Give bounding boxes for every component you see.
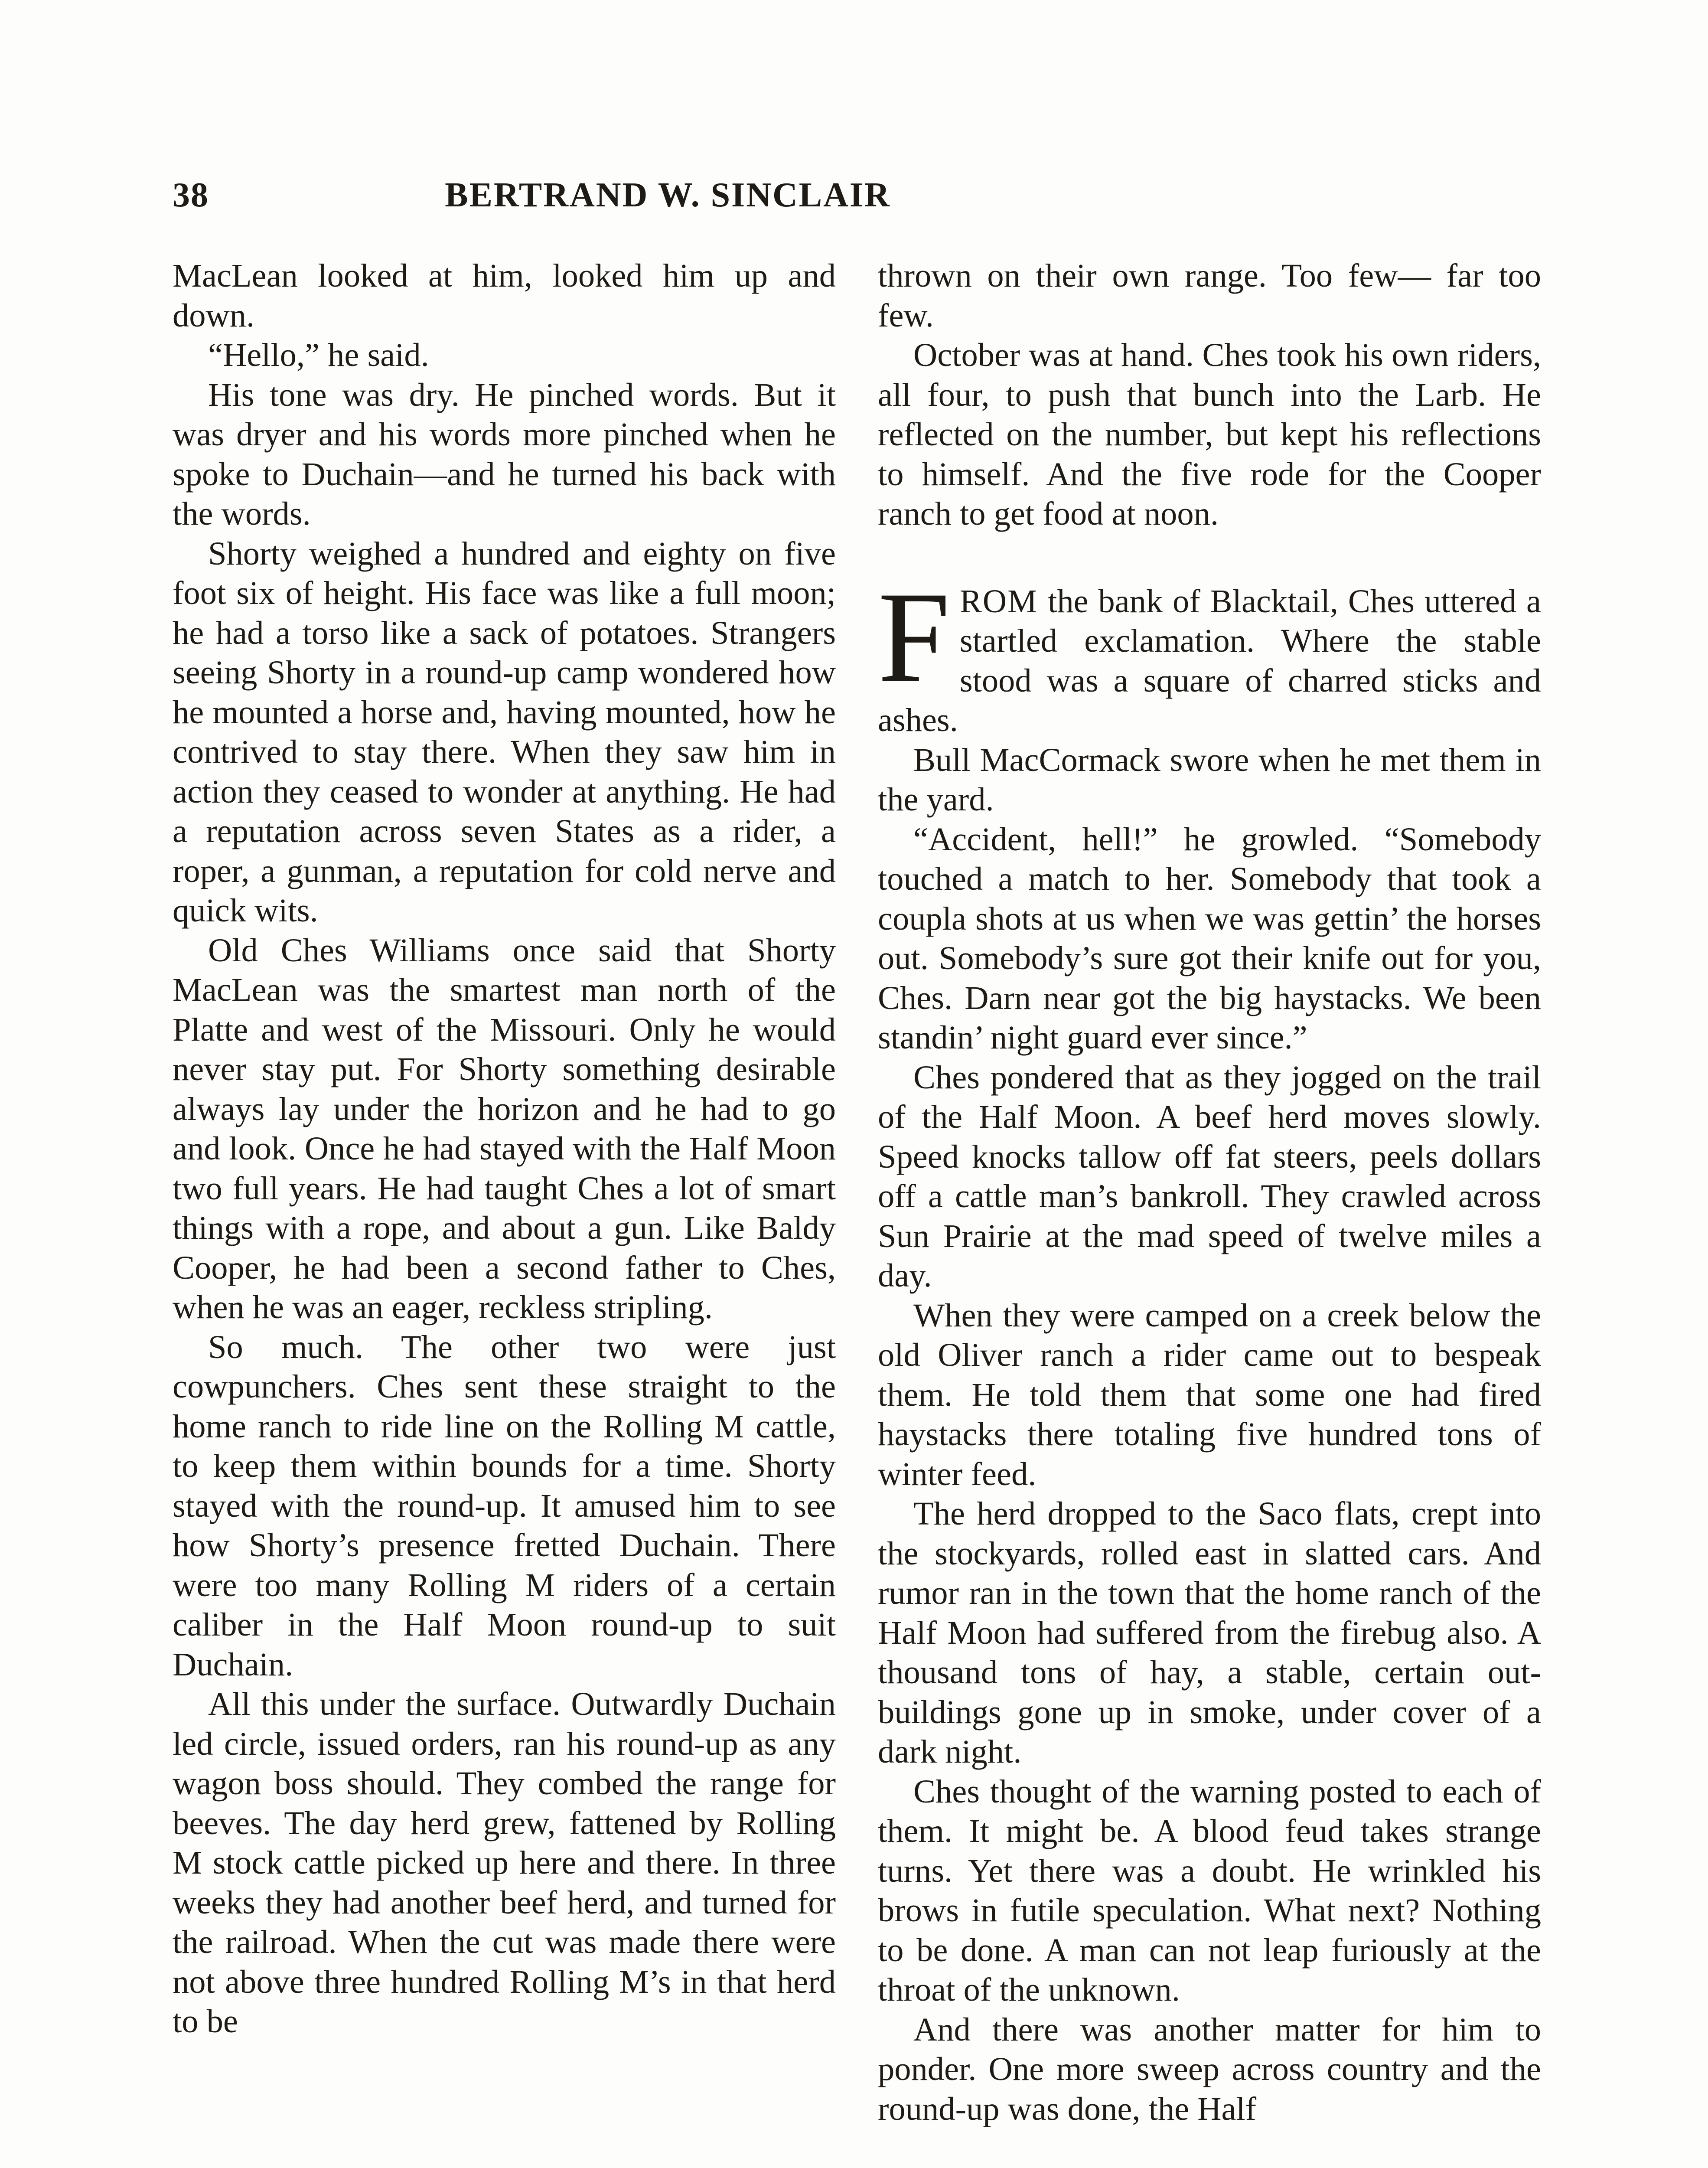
paragraph: Ches pondered that as they jogged on the trail of the Half Moon. A beef herd moves slowly. Speed knocks tallow off fat steers, peels dollars off a cattle man’s bankroll. They crawled across Sun Prairie at the mad speed of twelve miles a day. bbox=[878, 1058, 1541, 1294]
paragraph: Shorty weighed a hundred and eighty on five foot six of height. His face was like a full moon; he had a torso like a sack of potatoes. Strangers seeing Shorty in a round-up camp wondered how he mounted a horse and, having mounted, how he contrived to stay there. When they saw him in action they ceased to wonder at anything. He had a reputation across seven States as a rider, a roper, a gunman, a reputation for cold nerve and quick wits. bbox=[173, 535, 836, 929]
dropcap-paragraph bbox=[878, 565, 1542, 740]
paragraph: All this under the surface. Outwardly Duchain led circle, issued orders, ran his round-up as any wagon boss should. They combed the range for beeves. The day herd grew, fattened by Rolling M stock cattle picked up here and there. In three weeks they had another beef herd, and turned for the railroad. When the cut was made there were not above three hundred Rolling M’s in that herd to be bbox=[173, 1685, 836, 2040]
paragraph: thrown on their own range. Too few— far too few. bbox=[878, 257, 1541, 334]
dropcap-paragraph-text: the bank of Blacktail, Ches uttered a startled exclamation. Where the stable stood was a square of charred sticks and ashes. bbox=[878, 582, 1542, 738]
page-number: 38 bbox=[173, 176, 209, 214]
paragraph: “Accident, hell!” he growled. “Somebody touched a match to her. Somebody that took a coupla shots at us when we was gettin’ the horses out. Somebody’s sure got their knife out for you, Ches. Darn near got the big haystacks. We been standin’ night guard ever since.” bbox=[878, 820, 1541, 1056]
paragraph: “Hello,” he said. bbox=[208, 336, 429, 373]
paragraph: His tone was dry. He pinched words. But it was dryer and his words more pinched when he spoke to Duchain—and he turned his back with the words. bbox=[173, 376, 836, 532]
paragraph: Old Ches Williams once said that Shorty MacLean was the smartest man north of the Platte and west of the Missouri. Only he would never stay put. For Shorty something desirable always lay under the horizon and he had to go and look. Once he had stayed with the Half Moon two full years. He had taught Ches a lot of smart things with a rope, and about a gun. Like Baldy Cooper, he had been a second father to Ches, when he was an eager, reckless stripling. bbox=[173, 931, 836, 1326]
paragraph: MacLean looked at him, looked him up and down. bbox=[173, 257, 836, 334]
page-header bbox=[173, 176, 1111, 228]
paragraph: And there was another matter for him to ponder. One more sweep across country and the round-up was done, the Half bbox=[878, 2011, 1541, 2127]
section-break bbox=[878, 534, 1541, 581]
paragraph: October was at hand. Ches took his own riders, all four, to push that bunch into the Larb. He reflected on the number, but kept his reflections to himself. And the five rode for the Cooper ranch to get food at noon. bbox=[878, 336, 1541, 532]
paragraph: The herd dropped to the Saco flats, crept into the stockyards, rolled east in slatted cars. And rumor ran in the town that the home ranch of the Half Moon had suffered from the firebug also. A thousand tons of hay, a stable, certain out-buildings gone up in smoke, under cover of a dark night. bbox=[878, 1495, 1541, 1770]
small-caps-opening: ROM bbox=[959, 582, 1038, 620]
running-head: BERTRAND W. SINCLAIR bbox=[445, 176, 891, 214]
paragraph: When they were camped on a creek below the old Oliver ranch a rider came out to bespeak them. He told them that some one had fired haystacks there totaling five hundred tons of winter feed. bbox=[878, 1296, 1541, 1492]
left-column bbox=[173, 256, 836, 2041]
paragraph: Bull MacCormack swore when he met them in the yard. bbox=[878, 741, 1541, 818]
drop-cap-letter: F bbox=[878, 565, 950, 709]
right-column bbox=[878, 256, 1541, 2129]
paragraph: So much. The other two were just cowpunchers. Ches sent these straight to the home ranch to ride line on the Rolling M cattle, to keep them within bounds for a time. Shorty stayed with the round-up. It amused him to see how Shorty’s presence fretted Duchain. There were too many Rolling M riders of a certain caliber in the Half Moon round-up to suit Duchain. bbox=[173, 1328, 836, 1683]
paragraph: Ches thought of the warning posted to each of them. It might be. A blood feud takes strange turns. Yet there was a doubt. He wrinkled his brows in futile speculation. What next? Nothing to be done. A man can not leap furiously at the throat of the unknown. bbox=[878, 1773, 1541, 2008]
